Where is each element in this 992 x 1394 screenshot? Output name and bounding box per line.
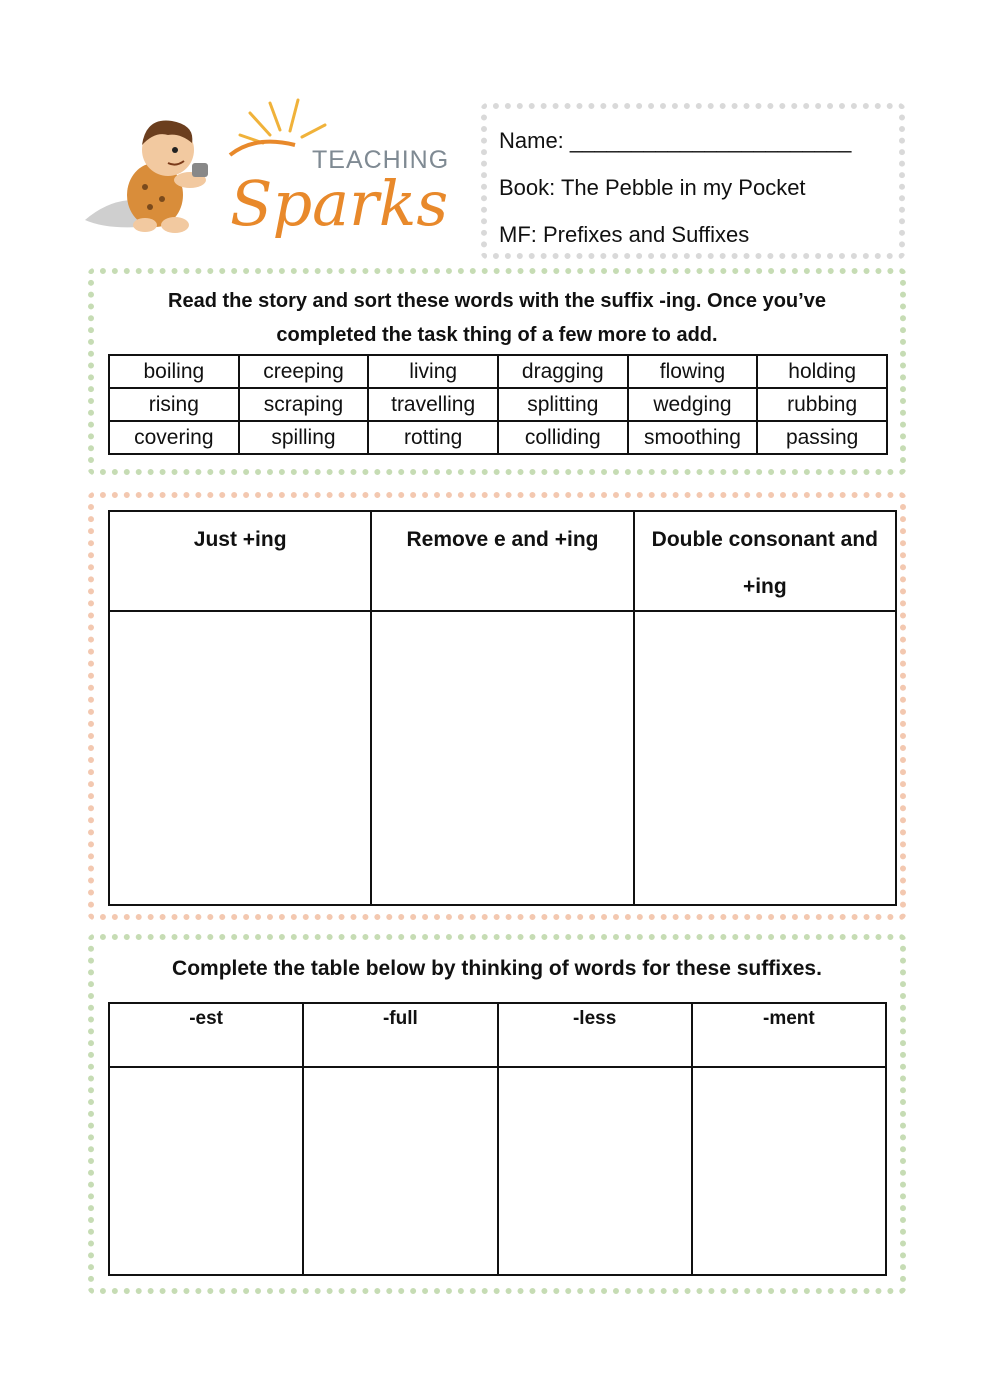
table-row bbox=[109, 611, 896, 905]
word-cell: rotting bbox=[368, 421, 498, 454]
answer-cell-double-consonant[interactable] bbox=[634, 611, 896, 905]
task1-instruction-line2: completed the task thing of a few more to add. bbox=[276, 324, 718, 346]
word-table bbox=[108, 354, 888, 455]
column-header-remove-e: Remove e and +ing bbox=[371, 511, 633, 611]
answer-cell[interactable] bbox=[109, 1067, 303, 1275]
word-cell: colliding bbox=[498, 421, 628, 454]
table-row bbox=[109, 1067, 886, 1275]
sorting-section bbox=[88, 492, 906, 920]
table-row bbox=[109, 421, 887, 454]
column-header-just-ing: Just +ing bbox=[109, 511, 371, 611]
column-header-double-consonant bbox=[634, 511, 896, 611]
word-cell: creeping bbox=[239, 355, 369, 388]
answer-cell-just-ing[interactable] bbox=[109, 611, 371, 905]
column-header-line1: Double consonant and bbox=[651, 528, 878, 551]
logo-graphic bbox=[80, 95, 460, 245]
suffix-header: -est bbox=[109, 1003, 303, 1067]
table-row bbox=[109, 388, 887, 421]
mf-topic: MF: Prefixes and Suffixes bbox=[499, 222, 750, 247]
suffix-header: -ment bbox=[692, 1003, 886, 1067]
word-cell: scraping bbox=[239, 388, 369, 421]
teaching-sparks-logo bbox=[80, 95, 460, 245]
column-header-line2: +ing bbox=[742, 575, 787, 598]
word-cell: living bbox=[368, 355, 498, 388]
name-field[interactable]: Name: _______________________ bbox=[499, 128, 852, 153]
word-cell: spilling bbox=[239, 421, 369, 454]
word-cell: holding bbox=[757, 355, 887, 388]
task3-instruction: Complete the table below by thinking of words for these suffixes. bbox=[172, 957, 822, 980]
table-row bbox=[109, 355, 887, 388]
book-title: Book: The Pebble in my Pocket bbox=[499, 175, 806, 200]
word-cell: passing bbox=[757, 421, 887, 454]
answer-cell[interactable] bbox=[498, 1067, 692, 1275]
student-info-box bbox=[481, 103, 905, 259]
suffix-table bbox=[108, 1002, 887, 1276]
suffix-section bbox=[88, 934, 906, 1294]
answer-cell[interactable] bbox=[303, 1067, 497, 1275]
word-cell: boiling bbox=[109, 355, 239, 388]
brand-top-text: TEACHING bbox=[312, 146, 450, 174]
answer-cell[interactable] bbox=[692, 1067, 886, 1275]
word-cell: rising bbox=[109, 388, 239, 421]
word-cell: splitting bbox=[498, 388, 628, 421]
word-cell: wedging bbox=[628, 388, 758, 421]
table-header-row bbox=[109, 511, 896, 611]
word-cell: dragging bbox=[498, 355, 628, 388]
answer-cell-remove-e[interactable] bbox=[371, 611, 633, 905]
brand-bottom-text: Sparks bbox=[230, 167, 449, 240]
word-cell: travelling bbox=[368, 388, 498, 421]
suffix-header: -less bbox=[498, 1003, 692, 1067]
sorting-table bbox=[108, 510, 897, 906]
word-cell: smoothing bbox=[628, 421, 758, 454]
word-cell: rubbing bbox=[757, 388, 887, 421]
word-list-section bbox=[88, 268, 906, 475]
table-header-row bbox=[109, 1003, 886, 1067]
word-cell: covering bbox=[109, 421, 239, 454]
word-cell: flowing bbox=[628, 355, 758, 388]
suffix-header: -full bbox=[303, 1003, 497, 1067]
task1-instruction-line1: Read the story and sort these words with the suffix -ing. Once you’ve bbox=[168, 290, 826, 312]
